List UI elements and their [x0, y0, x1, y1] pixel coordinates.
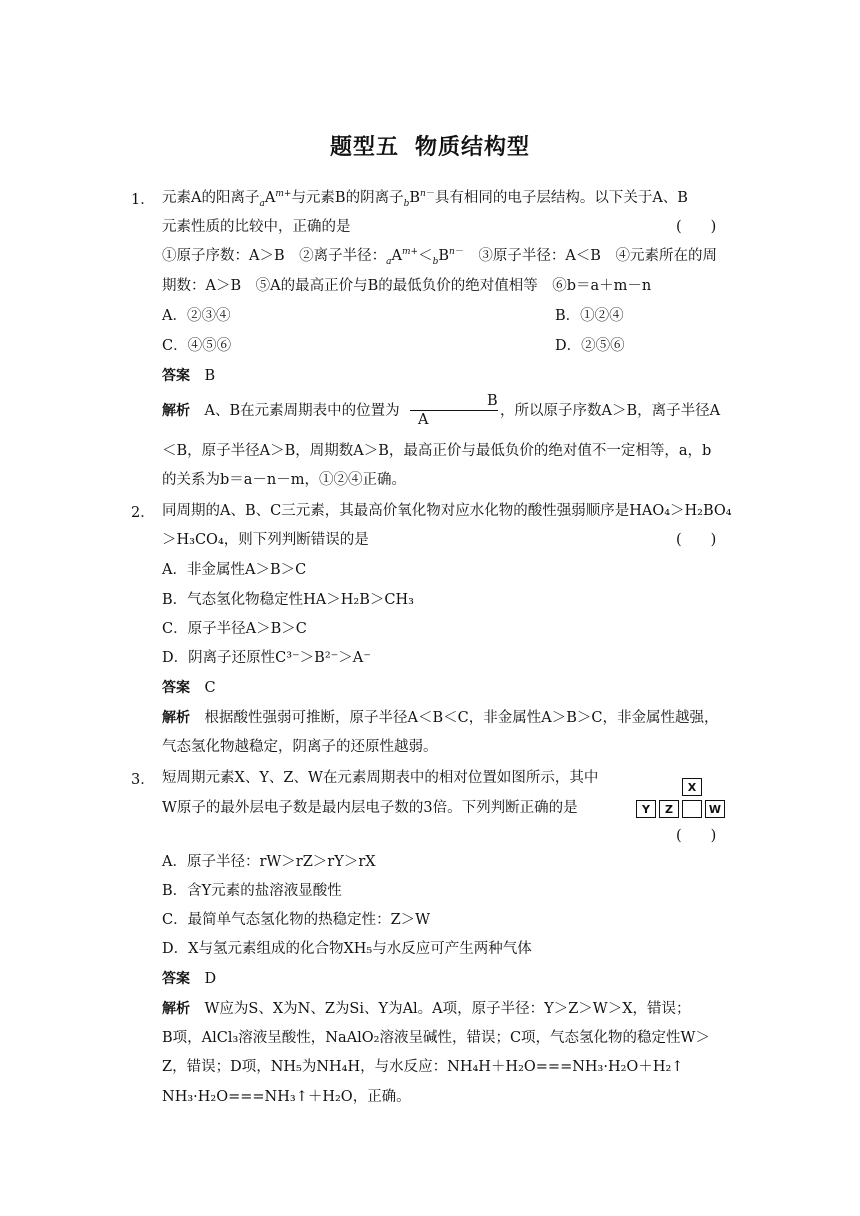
q1-paren: ( ) [676, 219, 717, 235]
q3-analysis-line3: Z，错误；D项，NH₅为NH₄H，与水反应：NH₄H＋H₂O===NH₃·H₂O＋H₂↑ [162, 1059, 684, 1075]
q3-choice-b: B．含Y元素的盐溶液显酸性 [162, 883, 342, 899]
q3-stem-line2: W原子的最外层电子数是最内层电子数的3倍。下列判断正确的是 [162, 800, 578, 816]
q2-ana1: 根据酸性强弱可推断，原子半径A＜B＜C，非金属性A＞B＞C，非金属性越强， [204, 710, 719, 726]
q1-options-line2: 期数：A＞B ⑤A的最高正价与B的最低负价的绝对值相等 ⑥b＝a＋m－n [162, 278, 652, 294]
q3-analysis-line1 [162, 999, 691, 1019]
q3-choice-a: A．原子半径：rW＞rZ＞rY＞rX [162, 854, 376, 870]
title-part2: 物质结构型 [415, 135, 531, 160]
analysis-label: 解析 [162, 403, 190, 419]
q1-analysis-line1b: ，所以原子序数A＞B，离子半径A [500, 403, 721, 419]
q1-answer-value: B [204, 368, 216, 384]
q2-paren: ( ) [676, 532, 717, 548]
q1-choice-d: D．②⑤⑥ [555, 338, 625, 354]
answer-label: 答案 [162, 971, 190, 987]
answer-label: 答案 [162, 680, 190, 696]
q1-answer [162, 366, 215, 386]
q3-choice-d: D．X与氢元素组成的化合物XH₅与水反应可产生两种气体 [162, 941, 532, 957]
q2-stem-line1: 同周期的A、B、C三元素，其最高价氧化物对应水化物的酸性强弱顺序是HAO₄＞H₂BO₄ [162, 503, 732, 519]
q3-choice-c: C．最简单气态氢化物的热稳定性：Z＞W [162, 912, 431, 928]
q3-answer [162, 969, 216, 989]
q3-answer-value: D [204, 971, 217, 987]
q1-stem-b: 与元素B的阴离子 [291, 190, 404, 206]
q2-analysis-line1 [162, 708, 718, 728]
analysis-label: 解析 [162, 710, 190, 726]
q3-analysis-line4: NH₃·H₂O===NH₃↑＋H₂O，正确。 [162, 1089, 411, 1105]
q1-stem-line2: 元素性质的比较中，正确的是 [162, 219, 351, 235]
q2-number: 2． [131, 505, 155, 521]
periodic-position-line [410, 410, 498, 411]
grid-cell-empty [682, 800, 702, 818]
q1-stem-a: 元素A的阳离子 [162, 190, 260, 206]
q1-opt1a: ①原子序数：A＞B ②离子半径： [162, 248, 387, 264]
q3-paren: ( ) [676, 828, 717, 844]
q1-analysis-line3: 的关系为b＝a－n－m，①②④正确。 [162, 472, 407, 488]
q2-choice-d: D．阴离子还原性C³⁻＞B²⁻＞A⁻ [162, 650, 371, 666]
q3-ana1: W应为S、X为N、Z为Si、Y为Al。A项，原子半径：Y＞Z＞W＞X，错误； [204, 1001, 691, 1017]
answer-label: 答案 [162, 368, 190, 384]
q1-analysis-line1 [162, 401, 400, 421]
q2-choice-c: C．原子半径A＞B＞C [162, 621, 307, 637]
q1-choice-c: C．④⑤⑥ [162, 338, 232, 354]
q1-ana1a: A、B在元素周期表中的位置为 [204, 403, 400, 419]
q2-answer [162, 678, 216, 698]
q1-choice-b: B．①②④ [555, 308, 624, 324]
q3-analysis-line2: B项，AlCl₃溶液呈酸性，NaAlO₂溶液呈碱性，错误；C项，气态氢化物的稳定性W＞ [162, 1030, 710, 1046]
q3-stem-line1: 短周期元素X、Y、Z、W在元素周期表中的相对位置如图所示，其中 [162, 770, 599, 786]
q1-stem-line1: 元素A的阳离子$_aA^{m+}$与元素B的阴离子$_bB^{n-}$具有相同的电子层结构。以下关于A、B [162, 189, 688, 209]
q1-opt1b: ③原子半径：A＜B ④元素所在的周 [463, 248, 717, 264]
q2-choice-b: B．气态氢化物稳定性HA＞H₂B＞CH₃ [162, 592, 414, 608]
grid-cell-w: W [705, 800, 725, 818]
grid-cell-x: X [682, 778, 702, 796]
analysis-label: 解析 [162, 1001, 190, 1017]
q2-answer-value: C [204, 680, 216, 696]
title-part1: 题型五 [329, 135, 399, 160]
q1-stem-c: 具有相同的电子层结构。以下关于A、B [434, 190, 688, 206]
grid-cell-y: Y [636, 800, 656, 818]
q3-number: 3． [131, 772, 155, 788]
q1-number: 1． [131, 192, 155, 208]
q2-stem-line2: ＞H₃CO₄，则下列判断错误的是 [162, 532, 369, 548]
pt-label-a: A [418, 412, 429, 428]
page-title [0, 130, 860, 161]
q2-choice-a: A．非金属性A＞B＞C [162, 562, 307, 578]
grid-cell-z: Z [659, 800, 679, 818]
q1-options-line1: ①原子序数：A＞B ②离子半径：$_aA^{m+}<_bB^{n-}$ ③原子半径：A＜B ④元素所在的周 [162, 247, 717, 267]
q1-analysis-line2: ＜B，原子半径A＞B，周期数A＞B，最高正价与最低负价的绝对值不一定相等，a，b [162, 443, 712, 459]
q2-analysis-line2: 气态氢化物越稳定，阴离子的还原性越弱。 [162, 739, 438, 755]
pt-label-b: B [487, 393, 498, 409]
q1-choice-a: A．②③④ [162, 308, 231, 324]
